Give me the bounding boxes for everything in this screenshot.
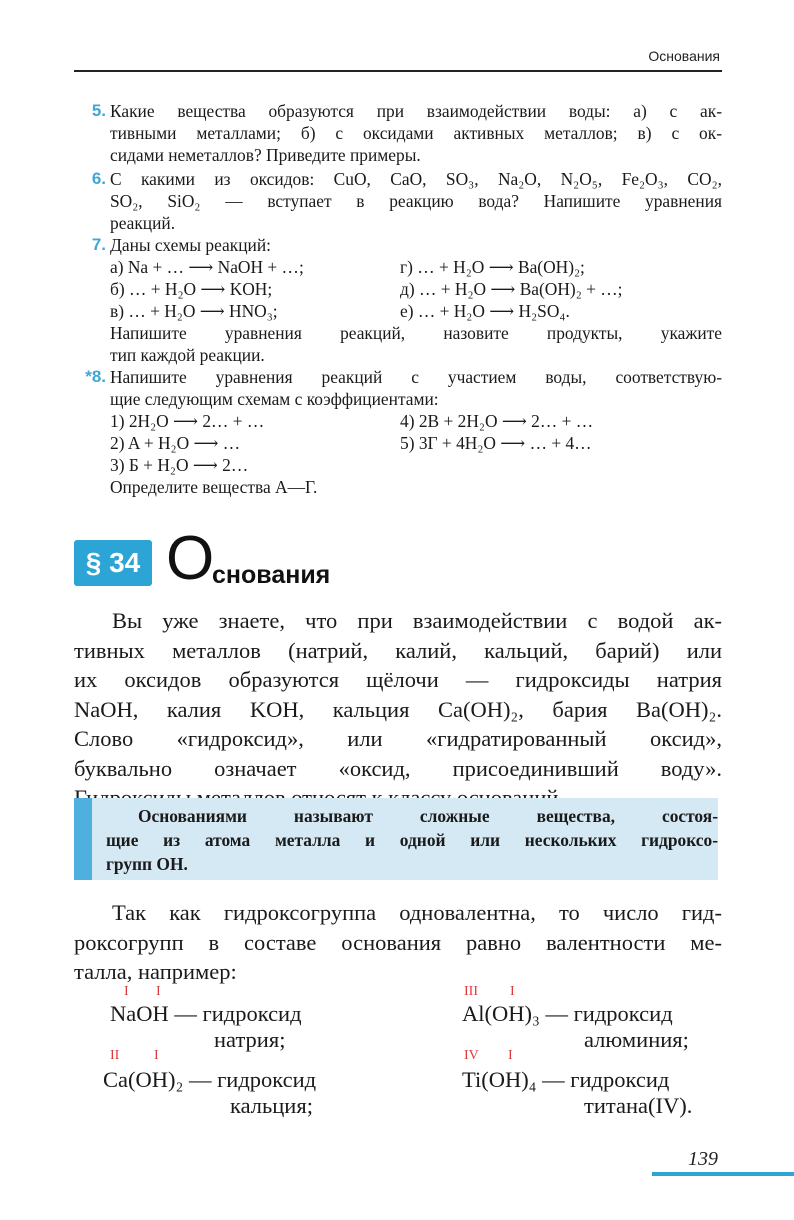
valence-mark: IV xyxy=(464,1048,479,1063)
reaction-scheme: б) … + H₂O ⟶ KOH; xyxy=(110,279,273,299)
reaction-scheme: в) … + H₂O ⟶ HNO₃; xyxy=(110,301,278,321)
definition-accent-bar xyxy=(74,798,92,880)
valence-mark: I xyxy=(124,984,129,999)
reaction-scheme: е) … + H₂O ⟶ H₂SO₄. xyxy=(400,301,570,321)
exercise-number: 5. xyxy=(91,101,106,120)
intro-paragraph xyxy=(74,606,722,813)
exercise-line: Напишите уравнения реакций с участием воды, соответствую- xyxy=(110,367,722,387)
exercise-7 xyxy=(91,234,722,366)
exercise-line: сидами неметаллов? Приведите примеры. xyxy=(110,145,421,165)
hydroxide-name: натрия; xyxy=(214,1027,286,1052)
section-badge: § 34 xyxy=(74,540,152,586)
paragraph-line: тивных металлов (натрий, калий, кальций, барий) или xyxy=(74,637,722,663)
exercise-6 xyxy=(91,168,722,234)
exercise-number: *8. xyxy=(85,367,106,386)
header-rule xyxy=(74,70,722,72)
reaction-scheme: д) … + H₂O ⟶ Ba(OH)₂ + …; xyxy=(400,279,623,299)
reaction-scheme: 3) Б + H₂O ⟶ 2… xyxy=(110,455,249,475)
exercise-line: тип каждой реакции. xyxy=(110,345,265,365)
definition-line: групп OH. xyxy=(106,854,188,874)
definition-text xyxy=(106,804,718,876)
paragraph-line: NaOH, калия KOH, кальция Ca(OH)₂, бария Ba(OH)₂. xyxy=(74,696,722,722)
hydroxide-formula: Al(OH)₃ — гидроксид xyxy=(462,1001,673,1026)
exercise-line: щие следующим схемам с коэффициентами: xyxy=(110,389,439,409)
running-header: Основания xyxy=(648,48,720,64)
reaction-scheme: а) Na + … ⟶ NaOH + …; xyxy=(110,257,304,277)
paragraph-line: Так как гидроксогруппа одновалентна, то число гид- xyxy=(112,900,722,925)
exercise-line: реакций. xyxy=(110,213,176,233)
exercise-line: Какие вещества образуются при взаимодействии воды: а) с ак- xyxy=(110,101,722,121)
section-title-initial: О xyxy=(166,524,215,593)
valence-mark: I xyxy=(508,1048,513,1063)
paragraph-line: Вы уже знаете, что при взаимодействии с водой ак- xyxy=(112,608,722,633)
paragraph-line: их оксидов образуются щёлочи — гидроксиды натрия xyxy=(74,667,722,692)
reaction-scheme: 5) 3Г + 4H₂O ⟶ … + 4… xyxy=(400,433,592,453)
page-number-rule xyxy=(652,1172,794,1176)
hydroxide-name: алюминия; xyxy=(584,1027,689,1052)
hydroxide-name: кальция; xyxy=(230,1093,313,1118)
exercise-line: С какими из оксидов: CuO, CaO, SO₃, Na₂O, N₂O₅, Fe₂O₃, CO₂, xyxy=(110,169,722,189)
reaction-scheme: 1) 2H₂O ⟶ 2… + … xyxy=(110,411,265,431)
paragraph-line: талла, например: xyxy=(74,959,237,984)
scheme-row xyxy=(110,300,722,322)
scheme-row xyxy=(110,256,722,278)
scheme-row xyxy=(110,410,722,432)
page-number: 139 xyxy=(688,1148,718,1170)
scheme-row xyxy=(110,278,722,300)
reaction-scheme: г) … + H₂O ⟶ Ba(OH)₂; xyxy=(400,257,585,277)
hydroxide-formula: Ti(OH)₄ — гидроксид xyxy=(462,1067,670,1092)
valence-mark: I xyxy=(154,1048,159,1063)
exercise-line: SO₂, SiO₂ — вступает в реакцию вода? Напишите уравнения xyxy=(110,191,722,211)
hydroxide-formula: Ca(OH)₂ — гидроксид xyxy=(103,1067,317,1092)
valency-paragraph xyxy=(74,898,722,987)
exercise-line: Определите вещества А—Г. xyxy=(110,477,318,497)
paragraph-line: буквально означает «оксид, присоединивший воду». xyxy=(74,755,722,781)
exercise-number: 6. xyxy=(91,169,106,188)
exercise-5 xyxy=(91,100,722,166)
scheme-row xyxy=(110,432,722,454)
exercise-intro: Даны схемы реакций: xyxy=(110,235,271,255)
reaction-scheme: 2) A + H₂O ⟶ … xyxy=(110,433,241,453)
valence-mark: II xyxy=(110,1048,120,1063)
valence-mark: I xyxy=(510,984,515,999)
scheme-row xyxy=(110,454,722,476)
paragraph-line: роксогрупп в составе основания равно валентности ме- xyxy=(74,929,722,955)
exercise-8 xyxy=(85,366,722,498)
hydroxide-formula: NaOH — гидроксид xyxy=(110,1001,302,1026)
valence-mark: III xyxy=(464,984,478,999)
hydroxide-name: титана(IV). xyxy=(584,1093,693,1118)
definition-line: щие из атома металла и одной или нескольких гидроксо- xyxy=(106,830,718,850)
definition-line: Основаниями называют сложные вещества, состоя- xyxy=(138,806,718,826)
reaction-scheme: 4) 2B + 2H₂O ⟶ 2… + … xyxy=(400,411,594,431)
paragraph-line: Слово «гидроксид», или «гидратированный оксид», xyxy=(74,726,722,751)
exercise-number: 7. xyxy=(91,235,106,254)
valence-mark: I xyxy=(156,984,161,999)
exercise-line: Напишите уравнения реакций, назовите продукты, укажите xyxy=(110,323,722,343)
section-title: снования xyxy=(212,561,331,589)
exercise-line: тивными металлами; б) с оксидами активных металлов; в) с ок- xyxy=(110,123,722,143)
